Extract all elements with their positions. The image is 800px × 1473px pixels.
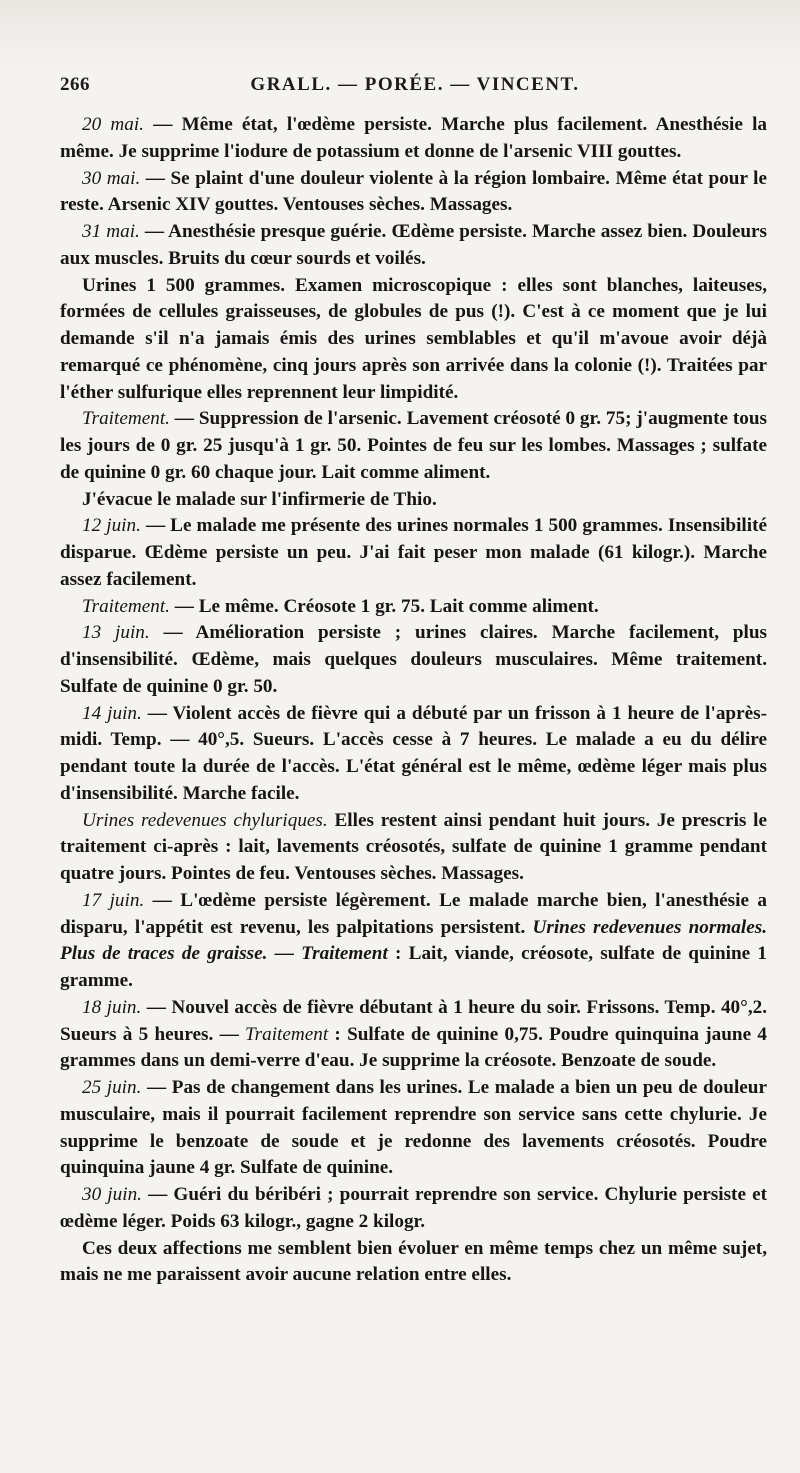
paragraph-text: — Le malade me présente des urines normales 1 500 grammes. Insensibilité disparue. Œdème persiste un peu. J'ai fait peser mon malade (61 kilogr.). Marche assez facilement. [60, 515, 767, 590]
paragraph-urines-chyluriques [60, 808, 767, 888]
paragraph-20-mai [60, 112, 767, 166]
entry-date: 20 mai. [82, 114, 144, 135]
paragraph-text: — Violent accès de fièvre qui a débuté par un frisson à 1 heure de l'après-midi. Temp. — 40°,5. Sueurs. L'accès cesse à 7 heures. Le malade a eu du délire pendant toute la durée de l'accès. L'état général est le même, œdème léger mais plus d'insensibilité. Marche facile. [60, 702, 767, 804]
page-edge-shadow [0, 0, 800, 70]
paragraph-12-juin [60, 513, 767, 593]
entry-date: 25 juin. [82, 1077, 142, 1098]
entry-date: 18 juin. [82, 996, 142, 1018]
paragraph-text: J'évacue le malade sur l'infirmerie de Thio. [82, 488, 437, 510]
paragraph-text: — Anesthésie presque guérie. Œdème persiste. Marche assez bien. Douleurs aux muscles. Bruits du cœur sourds et voilés. [60, 221, 768, 269]
paragraph-text: Ces deux affections me semblent bien évoluer en même temps chez un même sujet, mais ne me paraissent avoir aucune relation entre elles. [60, 1237, 767, 1286]
paragraph-text: — Nouvel accès de fièvre débutant à 1 heure du soir. Frissons. Temp. 40°,2. Sueurs à 5 heures. — [60, 996, 768, 1045]
paragraph-traitement-1 [60, 406, 767, 486]
treatment-label: Traitement [245, 1023, 329, 1045]
paragraph-urines [60, 273, 767, 407]
page-number: 266 [60, 74, 90, 95]
paragraph-text: — Suppression de l'arsenic. Lavement créosoté 0 gr. 75; j'augmente tous les jours de 0 gr. 25 jusqu'à 1 gr. 50. Pointes de feu sur les lombes. Massages ; sulfate de quinine 0 gr. 60 chaque jour. Lait comme aliment. [60, 408, 767, 483]
entry-date: 31 mai. [82, 221, 140, 242]
italic-phrase: Urines redevenues normales. Plus de traces de graisse. [60, 916, 767, 965]
entry-date: 30 mai. [82, 167, 141, 189]
paragraph-text: — Même état, l'œdème persiste. Marche plus facilement. Anesthésie la même. Je supprime l'iodure de potassium et donne de l'arsenic VIII gouttes. [60, 114, 767, 162]
paragraph-text: — Amélioration persiste ; urines claires. Marche facilement, plus d'insensibilité. Œdème, mais quelques douleurs musculaires. Même traitement. Sulfate de quinine 0 gr. 50. [60, 622, 767, 697]
paragraph-text: : Lait, viande, créosote, sulfate de quinine 1 gramme. [60, 943, 767, 991]
paragraph-18-juin [60, 995, 767, 1075]
treatment-label: Traitement [301, 943, 388, 965]
paragraph-31-mai [60, 219, 767, 273]
running-head: GRALL. — PORÉE. — VINCENT. [250, 74, 580, 95]
entry-date: 14 juin. [82, 702, 142, 724]
paragraph-text: — Guéri du béribéri ; pourrait reprendre son service. Chylurie persiste et œdème léger. Poids 63 kilogr., gagne 2 kilogr. [60, 1184, 767, 1232]
paragraph-conclusion [60, 1236, 767, 1290]
entry-date: 12 juin. [82, 515, 141, 537]
paragraph-traitement-2 [60, 594, 767, 621]
paragraph-text: — Pas de changement dans les urines. Le malade a bien un peu de douleur musculaire, mais il pourrait facilement reprendre son service sans cette chylurie. Je supprime le benzoate de soude et je redonne des lavements créosotés. Poudre quinquina jaune 4 gr. Sulfate de quinine. [60, 1077, 767, 1179]
paragraph-25-juin [60, 1075, 767, 1182]
paragraph-evacuation [60, 487, 767, 514]
paragraph-30-mai [60, 166, 767, 220]
page-body [60, 112, 767, 1289]
italic-lead: Urines redevenues chyluriques. [82, 809, 328, 831]
paragraph-text: — L'œdème persiste légèrement. Le malade marche bien, l'anesthésie a disparu, l'appétit est revenu, les palpitations persistent. [60, 889, 767, 938]
paragraph-text: Urines 1 500 grammes. Examen microscopique : elles sont blanches, laiteuses, formées de cellules graisseuses, de globules de pus (!). C'est à ce moment que je lui demande s'il n'a jamais émis des urines semblables et qu'il m'avoue avoir déjà remarqué ce phénomène, cinq jours après son arrivée dans la colonie (!). Traitées par l'éther sulfurique elles reprennent leur limpidité. [60, 274, 767, 403]
entry-date: 13 juin. [82, 622, 150, 644]
treatment-label: Traitement. [82, 408, 170, 430]
paragraph-text: Elles restent ainsi pendant huit jours. Je prescris le traitement ci-après : lait, lavements créosotés, sulfate de quinine 1 gramme pendant quatre jours. Pointes de feu. Ventouses sèches. Massages. [60, 809, 767, 884]
paragraph-30-juin [60, 1182, 767, 1236]
paragraph-text: — [267, 943, 302, 965]
paragraph-text: — Le même. Créosote 1 gr. 75. Lait comme aliment. [169, 595, 599, 617]
entry-date: 17 juin. [82, 889, 145, 911]
treatment-label: Traitement. [82, 595, 170, 617]
page-header [60, 74, 770, 108]
paragraph-17-juin [60, 888, 767, 995]
entry-date: 30 juin. [82, 1184, 142, 1205]
paragraph-text: — Se plaint d'une douleur violente à la région lombaire. Même état pour le reste. Arsenic XIV gouttes. Ventouses sèches. Massages. [60, 167, 767, 216]
paragraph-text: : Sulfate de quinine 0,75. Poudre quinquina jaune 4 grammes dans un demi-verre d'eau. Je supprime la créosote. Benzoate de soude. [60, 1023, 767, 1072]
paragraph-13-juin [60, 620, 767, 700]
paragraph-14-juin [60, 701, 767, 808]
